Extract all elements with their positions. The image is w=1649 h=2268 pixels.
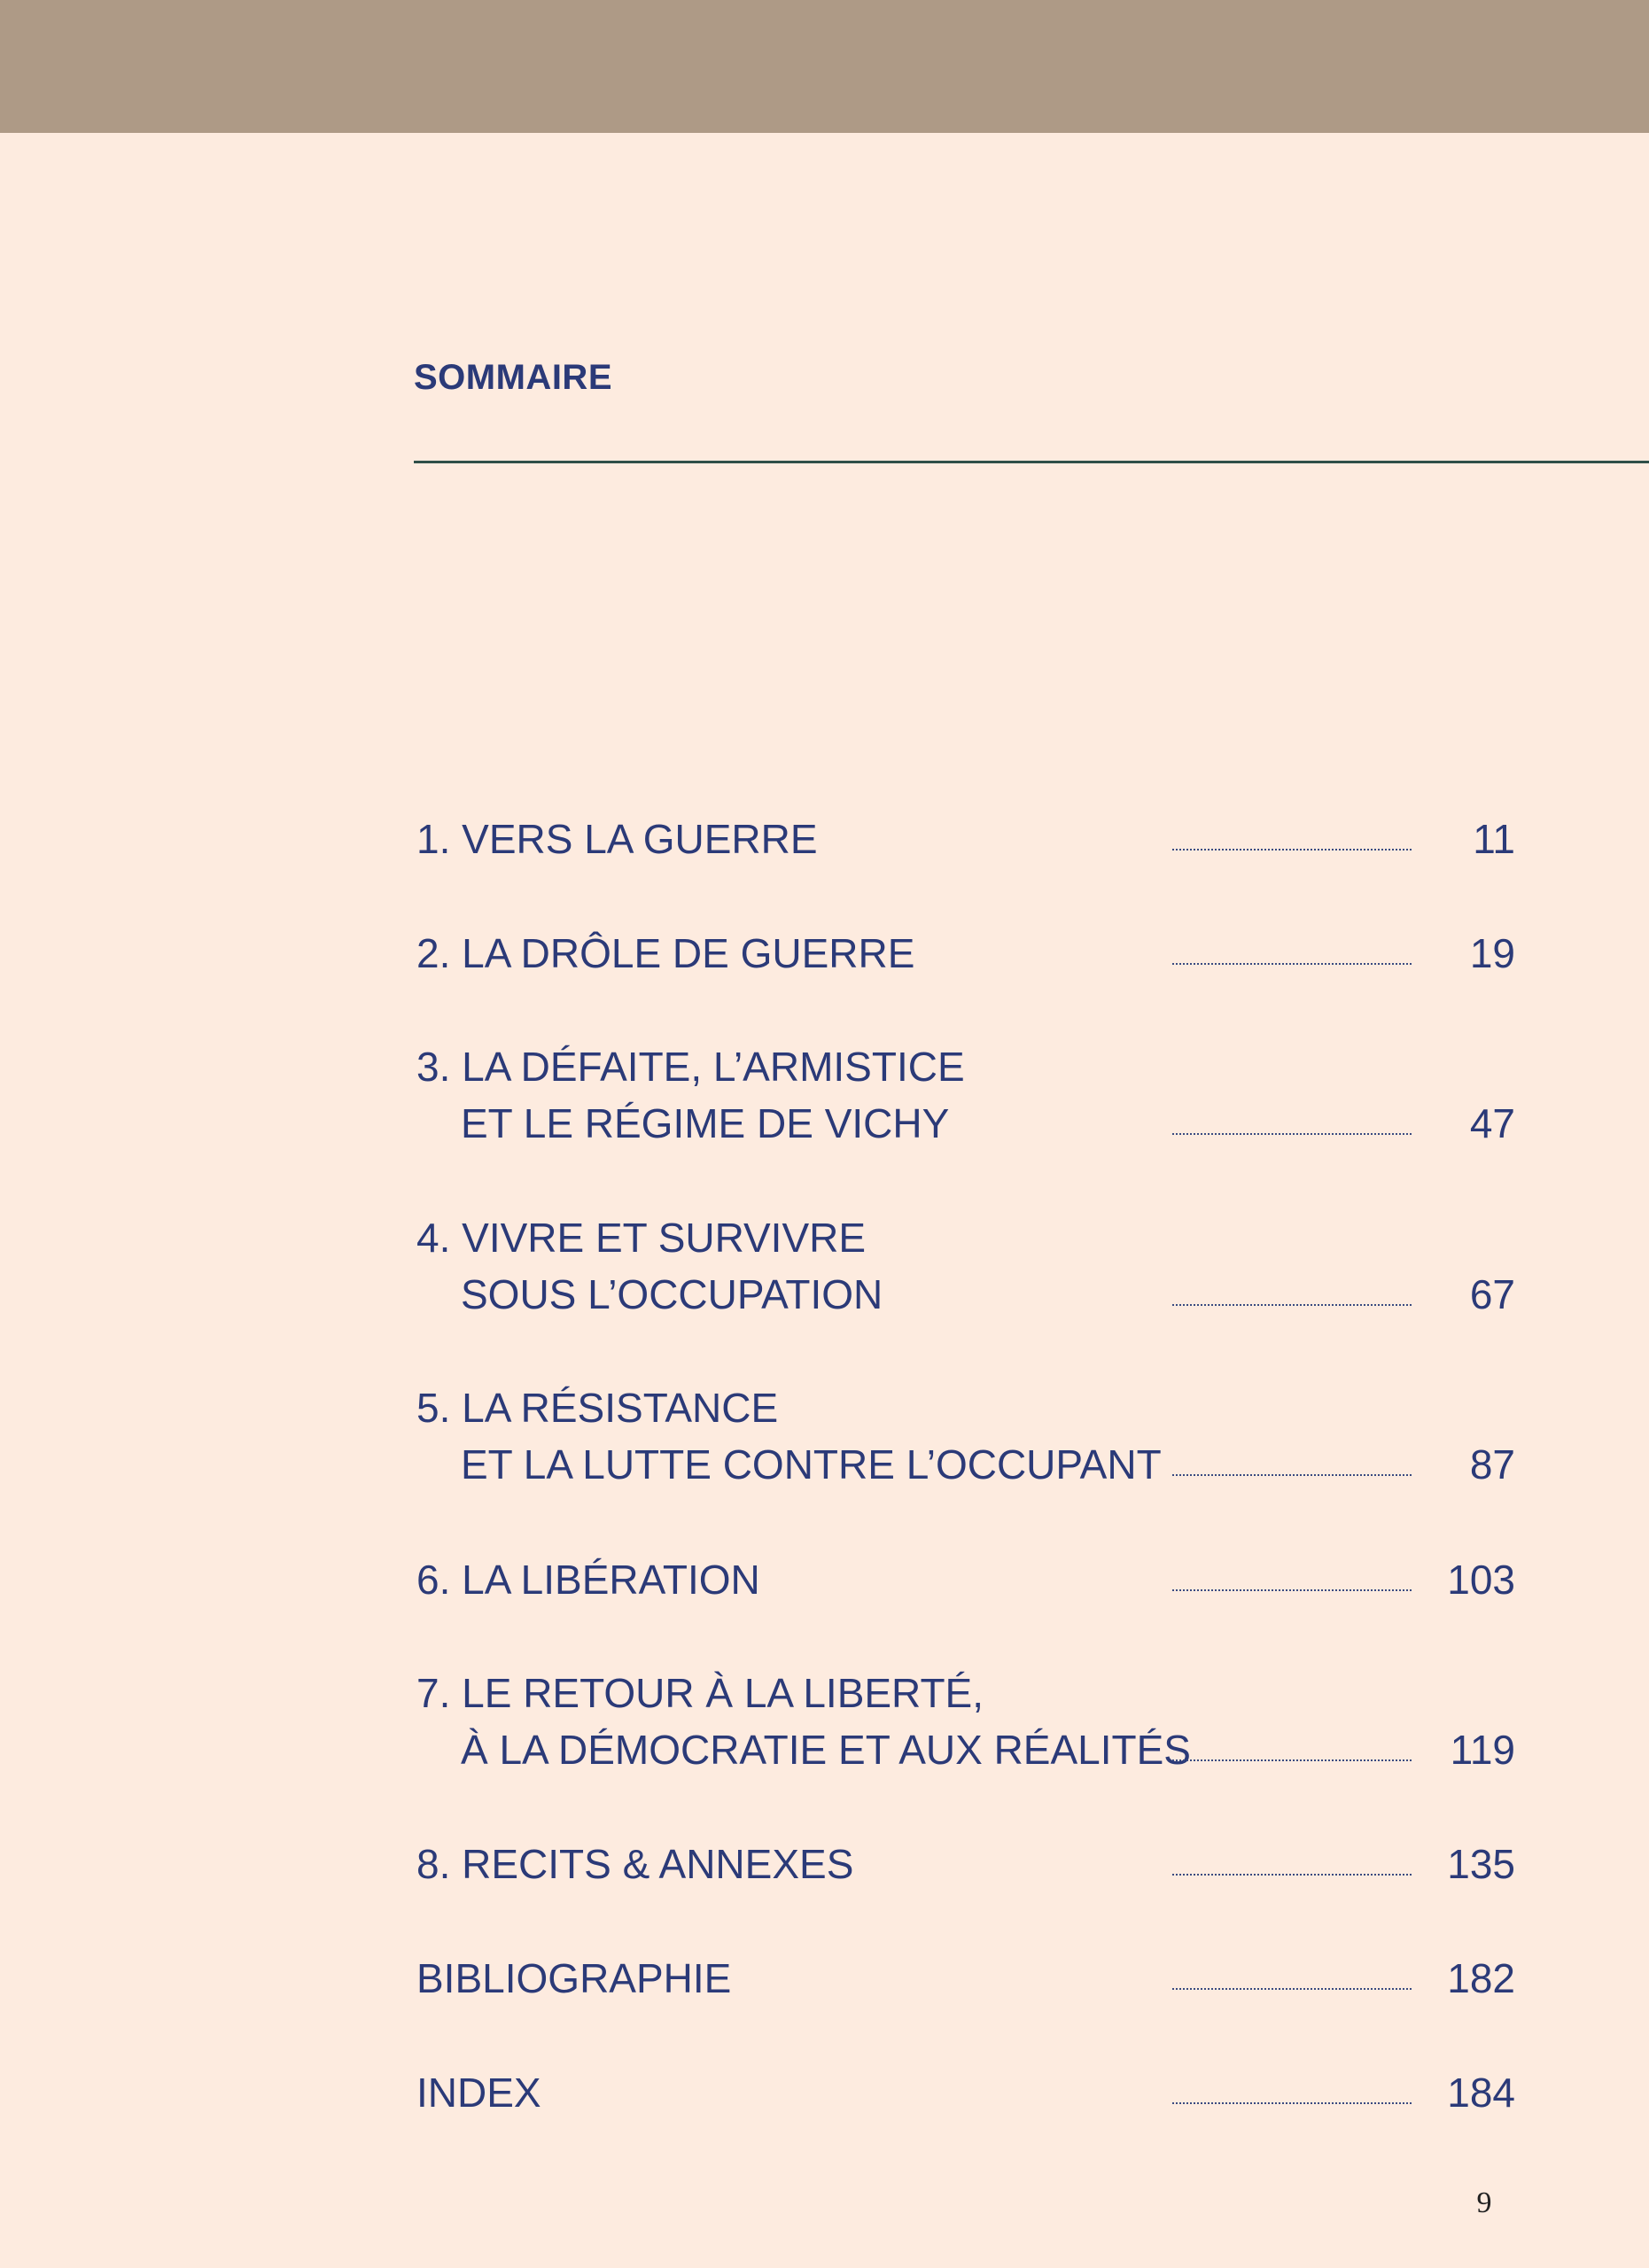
toc-entry-title: 7. LE RETOUR À LA LIBERTÉ, <box>416 1670 984 1716</box>
toc-page-number: 135 <box>1447 1841 1515 1887</box>
page-number: 9 <box>1476 2186 1492 2219</box>
toc-entry-title: 8. RECITS & ANNEXES <box>416 1841 854 1887</box>
toc-page-number: 184 <box>1447 2070 1515 2116</box>
toc-entry-title: INDEX <box>416 2070 541 2116</box>
toc-entry[interactable] <box>416 1955 1515 2008</box>
toc-entry-title: ET LE RÉGIME DE VICHY <box>461 1100 950 1146</box>
toc-page-number: 67 <box>1469 1271 1515 1317</box>
toc-entry[interactable] <box>416 816 1515 868</box>
title-divider <box>414 461 1649 463</box>
toc-entry[interactable] <box>416 930 1515 983</box>
dot-leader <box>1172 963 1412 965</box>
dot-leader <box>1172 1304 1412 1306</box>
toc-entry-title: BIBLIOGRAPHIE <box>416 1955 732 2001</box>
toc-entry-title: 4. VIVRE ET SURVIVRE <box>416 1215 867 1261</box>
dot-leader <box>1172 1988 1412 1990</box>
toc-entry-title: 3. LA DÉFAITE, L’ARMISTICE <box>416 1044 965 1090</box>
dot-leader <box>1172 2102 1412 2104</box>
toc-page-number: 103 <box>1447 1557 1515 1603</box>
toc-entry[interactable] <box>416 2072 1515 2122</box>
toc-page-number: 87 <box>1469 1441 1515 1487</box>
toc-entry-title: SOUS L’OCCUPATION <box>461 1271 883 1317</box>
toc-page-number: 19 <box>1469 930 1515 976</box>
toc-entry[interactable] <box>416 1387 1515 1494</box>
dot-leader <box>1172 1589 1412 1591</box>
toc-page-number: 119 <box>1450 1727 1515 1773</box>
toc-page-number: 182 <box>1447 1955 1515 2001</box>
dot-leader <box>1172 1133 1412 1135</box>
dot-leader <box>1172 1874 1412 1876</box>
toc-page-number: 11 <box>1473 816 1515 862</box>
toc-entry-title: À LA DÉMOCRATIE ET AUX RÉALITÉS <box>461 1727 1191 1773</box>
dot-leader <box>1172 849 1412 850</box>
toc-entry-title: 1. VERS LA GUERRE <box>416 816 818 862</box>
dot-leader <box>1172 1759 1412 1761</box>
toc-entry-title: 6. LA LIBÉRATION <box>416 1557 760 1603</box>
toc-entry[interactable] <box>416 1217 1515 1324</box>
top-color-band <box>0 0 1649 133</box>
page-title: SOMMAIRE <box>414 358 612 397</box>
toc-page-number: 47 <box>1469 1100 1515 1146</box>
toc-entry[interactable] <box>416 1841 1515 1893</box>
toc-entry-title: ET LA LUTTE CONTRE L’OCCUPANT <box>461 1441 1162 1487</box>
toc-entry-title: 2. LA DRÔLE DE GUERRE <box>416 930 915 976</box>
toc-entry[interactable] <box>416 1670 1515 1779</box>
dot-leader <box>1172 1474 1412 1476</box>
toc-entry[interactable] <box>416 1559 1515 1609</box>
toc-entry[interactable] <box>416 1046 1515 1153</box>
toc-entry-title: 5. LA RÉSISTANCE <box>416 1385 779 1431</box>
